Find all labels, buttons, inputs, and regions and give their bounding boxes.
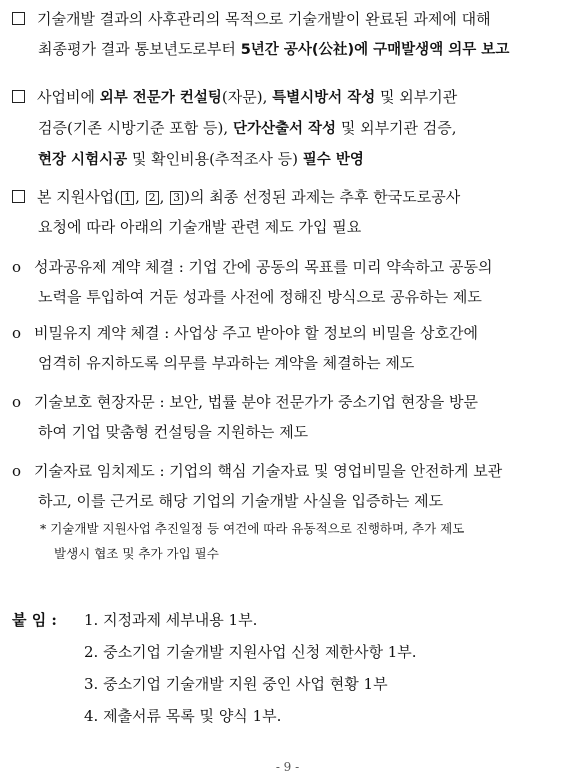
line: * 기술개발 지원사업 추진일정 등 여건에 따라 유동적으로 진행하며, 추가 제도 — [40, 521, 465, 536]
boxed-number: 3 — [170, 191, 183, 205]
bullet-icon: o — [12, 393, 22, 411]
bold-text: 현장 시험시공 — [38, 152, 128, 168]
attachment-item: 1. 지정과제 세부내용 1부. — [84, 611, 258, 629]
page-number: - 9 - — [275, 760, 300, 774]
list-item — [12, 456, 568, 516]
bold-text: 5년간 공사(公社)에 구매발생액 의무 보고 — [240, 42, 510, 58]
paragraph-system-enrollment — [12, 182, 568, 242]
line: 최종평가 결과 통보년도로부터 5년간 공사(公社)에 구매발생액 의무 보고 — [38, 40, 510, 58]
line: 요청에 따라 아래의 기술개발 관련 제도 가입 필요 — [38, 218, 362, 236]
attachment-label: 붙 임 : — [12, 611, 57, 629]
line: o 기술보호 현장자문 : 보안, 법률 분야 전문가가 중소기업 현장을 방문 — [12, 387, 568, 417]
line: 엄격히 유지하도록 의무를 부과하는 계약을 체결하는 제도 — [38, 354, 415, 372]
line — [12, 604, 568, 636]
line: o 성과공유제 계약 체결 : 기업 간에 공동의 목표를 미리 약속하고 공동의 — [12, 252, 568, 282]
bold-text: 외부 전문가 컨설팅 — [99, 90, 222, 106]
attachment-item: 2. 중소기업 기술개발 지원사업 신청 제한사항 1부. — [84, 643, 417, 661]
line: 본 지원사업( 1 , 2 , 3 )의 최종 선정된 과제는 추후 한국도로공사 — [12, 182, 568, 212]
bold-text: 필수 반영 — [302, 152, 364, 168]
line: 하고, 이를 근거로 해당 기업의 기술개발 사실을 입증하는 제도 — [38, 492, 444, 510]
bullet-icon: o — [12, 258, 22, 276]
checkbox-square-icon — [12, 190, 25, 203]
attachments — [12, 604, 568, 732]
line: 사업비에 외부 전문가 컨설팅(자문), 특별시방서 작성 및 외부기관 — [12, 82, 568, 113]
line: 현장 시험시공 및 확인비용(추적조사 등) 필수 반영 — [38, 150, 364, 168]
paragraph-project-costs — [12, 82, 568, 175]
boxed-number: 2 — [146, 191, 159, 205]
list-item — [12, 318, 568, 378]
bullet-icon: o — [12, 324, 22, 342]
bold-text: 단가산출서 작성 — [232, 121, 337, 137]
checkbox-square-icon — [12, 90, 25, 103]
boxed-number: 1 — [121, 191, 134, 205]
bold-text: 특별시방서 작성 — [272, 90, 376, 106]
attachment-item: 3. 중소기업 기술개발 지원 중인 사업 현황 1부 — [84, 675, 388, 693]
bullet-icon: o — [12, 462, 22, 480]
line: 하여 기업 맞춤형 컨설팅을 지원하는 제도 — [38, 423, 309, 441]
line: 노력을 투입하여 거둔 성과를 사전에 정해진 방식으로 공유하는 제도 — [38, 288, 482, 306]
line: 기술개발 결과의 사후관리의 목적으로 기술개발이 완료된 과제에 대해 — [12, 4, 568, 34]
footnote — [40, 516, 570, 566]
line: 검증(기존 시방기준 포함 등), 단가산출서 작성 및 외부기관 검증, — [38, 119, 457, 137]
checkbox-square-icon — [12, 12, 25, 25]
paragraph-post-management — [12, 4, 568, 65]
line: 발생시 협조 및 추가 가입 필수 — [54, 546, 219, 561]
list-item — [12, 252, 568, 312]
line: o 기술자료 임치제도 : 기업의 핵심 기술자료 및 영업비밀을 안전하게 보관 — [12, 456, 568, 486]
line: o 비밀유지 계약 체결 : 사업상 주고 받아야 할 정보의 비밀을 상호간에 — [12, 318, 568, 348]
attachment-item: 4. 제출서류 목록 및 양식 1부. — [84, 707, 282, 725]
list-item — [12, 387, 568, 447]
